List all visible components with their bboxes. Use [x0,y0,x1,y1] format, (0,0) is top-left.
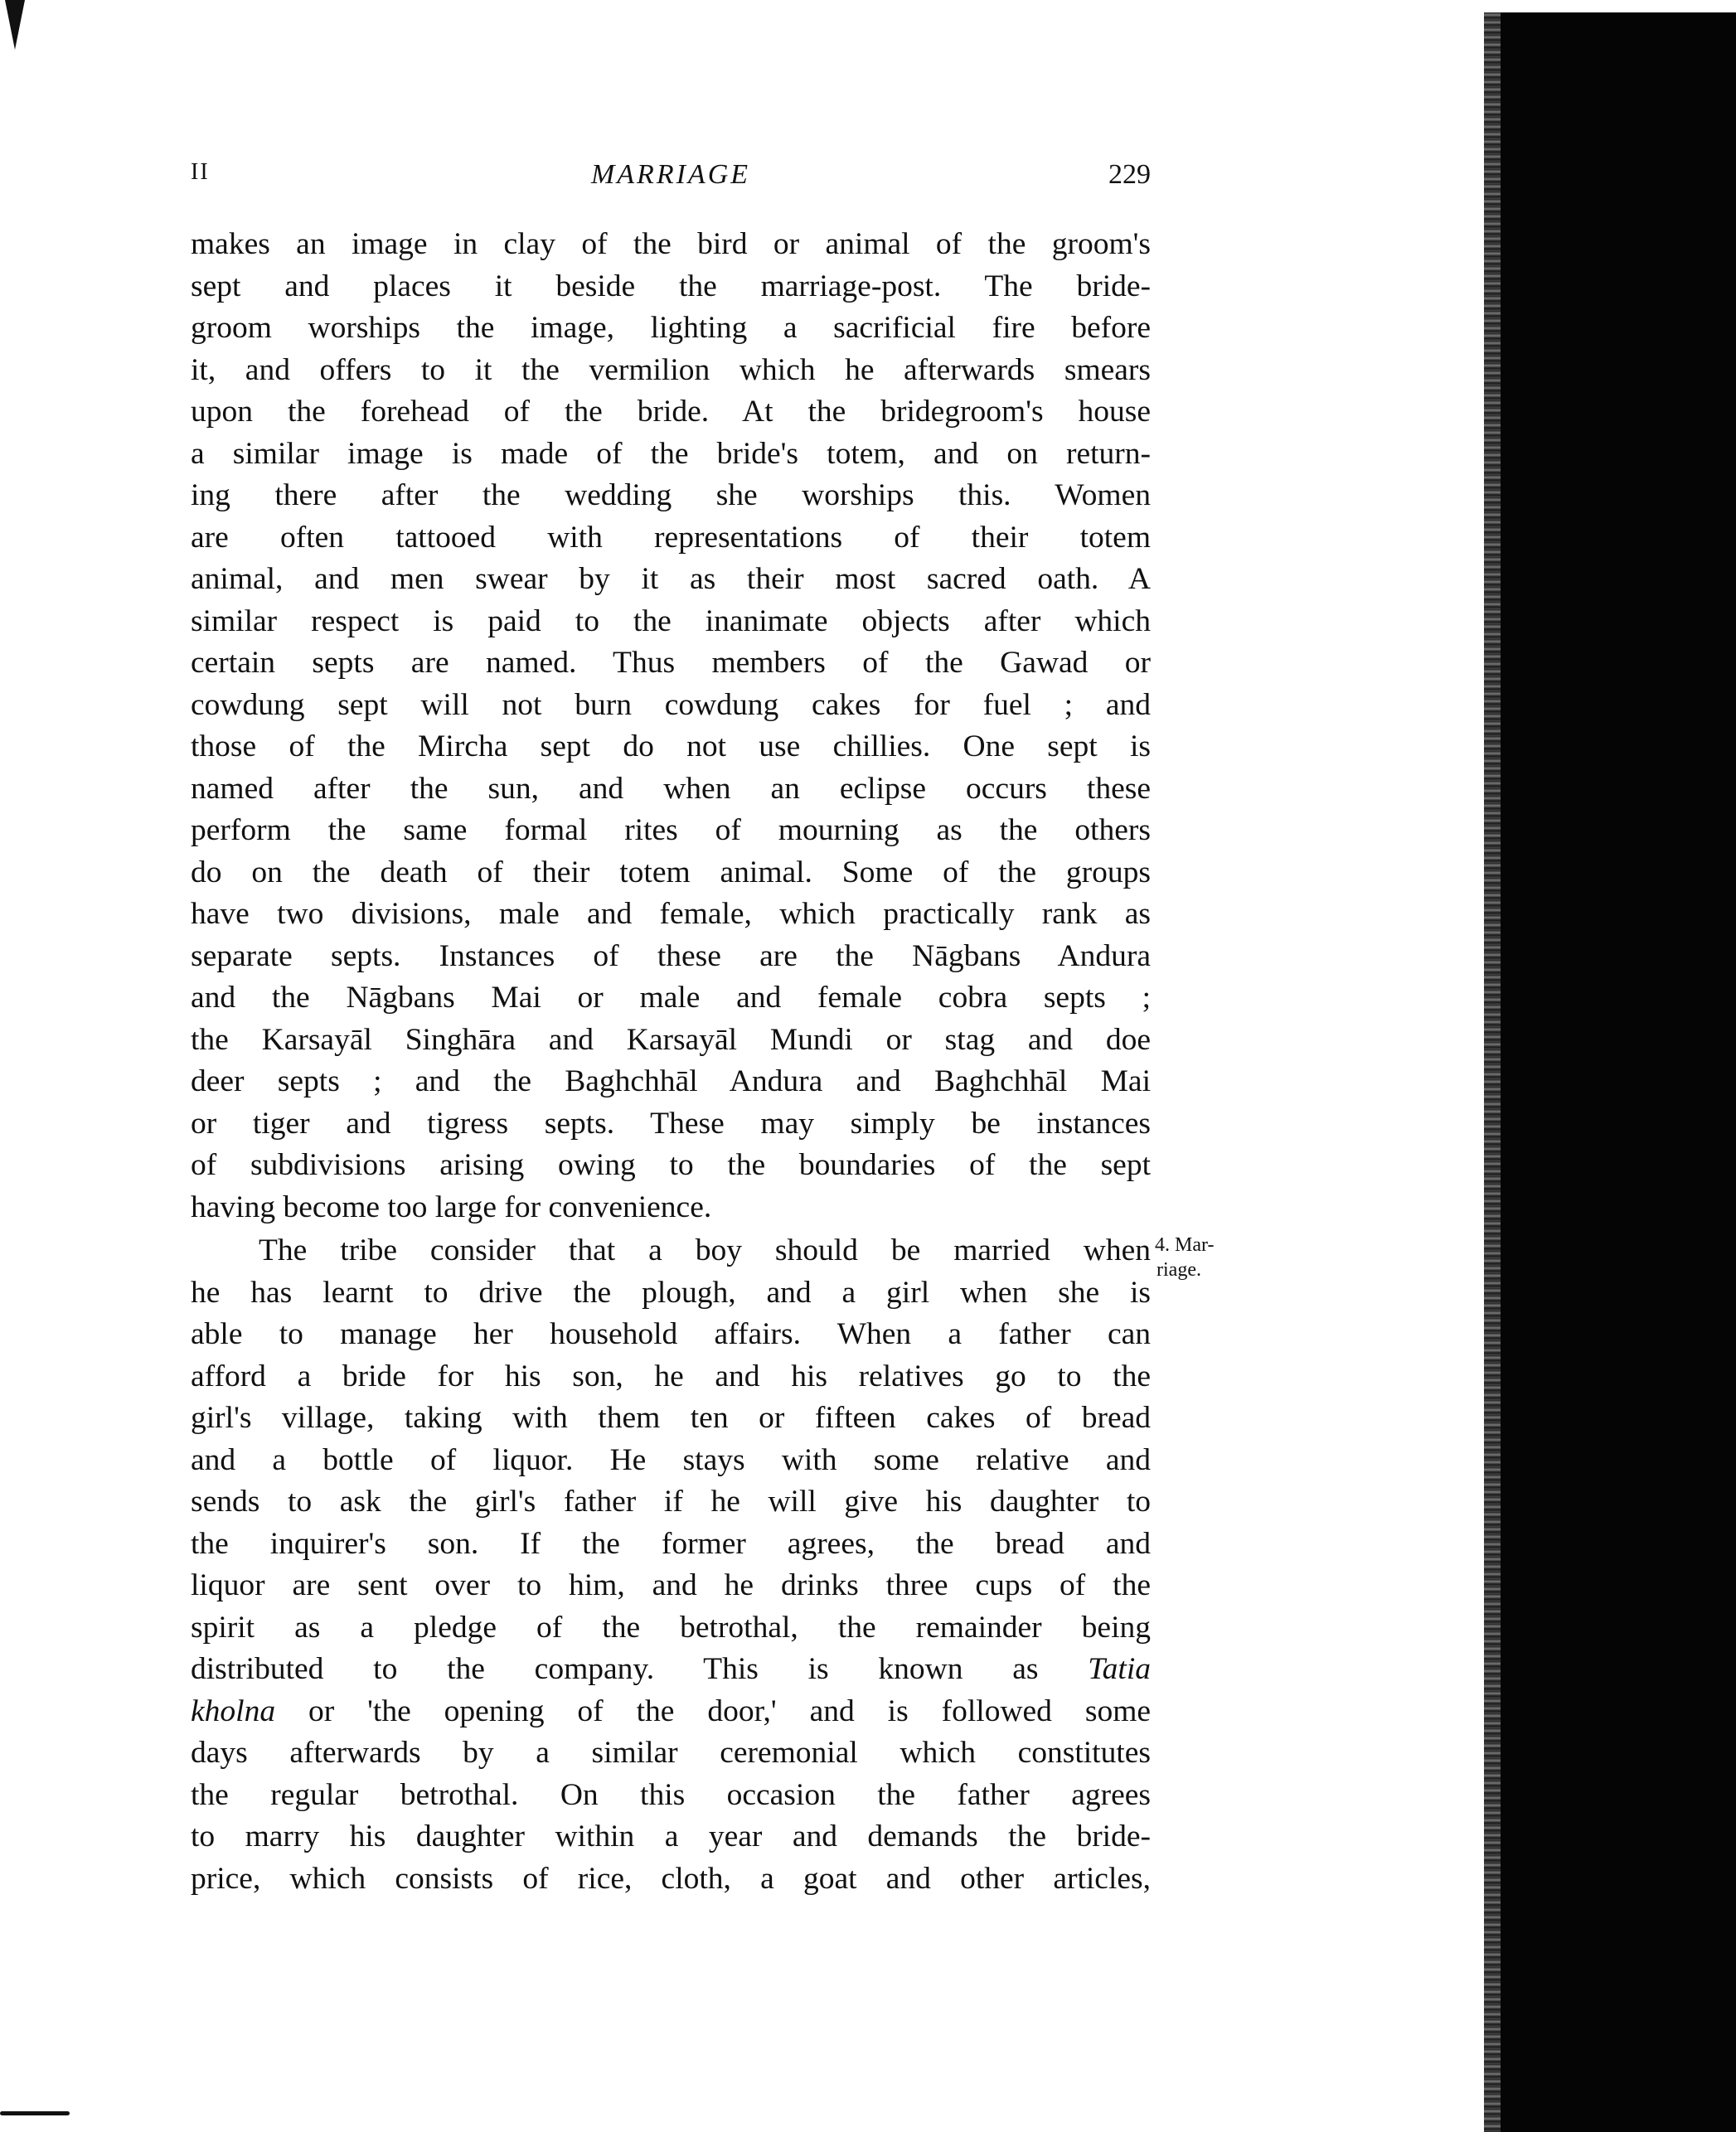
text-line: have two divisions, male and female, which practically rank as [191,897,1151,931]
scan-bottom-mark [0,2111,70,2115]
italic-term: Tatia [1088,1652,1151,1686]
text-line: cowdung sept will not burn cowdung cakes for fuel ; and [191,687,1151,722]
text-line: a similar image is made of the bride's totem, and on return- [191,436,1151,471]
text-line: and a bottle of liquor. He stays with some relative and [191,1442,1151,1477]
text-line: able to manage her household affairs. When a father can [191,1317,1151,1351]
text-line: do on the death of their totem animal. Some of the groups [191,855,1151,889]
text-line: the Karsayāl Singhāra and Karsayāl Mundi or stag and doe [191,1022,1151,1057]
text-line: are often tattooed with representations of their totem [191,520,1151,555]
text-line: upon the forehead of the bride. At the bridegroom's house [191,395,1151,429]
text-line: certain septs are named. Thus members of the Gawad or [191,646,1151,680]
marginal-note-line: riage. [1157,1259,1201,1281]
text-line: having become too large for convenience. [191,1190,712,1224]
text-line: those of the Mircha sept do not use chillies. One sept is [191,729,1151,763]
text-line: the regular betrothal. On this occasion the father agrees [191,1777,1151,1812]
text-line: and the Nāgbans Mai or male and female cobra septs ; [191,981,1151,1015]
scan-corner-mark [5,0,25,50]
italic-term: kholna [191,1693,276,1728]
text-line: price, which consists of rice, cloth, a goat and other articles, [191,1861,1151,1896]
text-line: makes an image in clay of the bird or animal of the groom's [191,227,1151,261]
text-line: of subdivisions arising owing to the boundaries of the sept [191,1148,1151,1182]
text-line: liquor are sent over to him, and he drinks three cups of the [191,1568,1151,1602]
text-line: or tiger and tigress septs. These may simply be instances [191,1106,1151,1141]
text-line: girl's village, taking with them ten or fifteen cakes of bread [191,1401,1151,1435]
text-line: he has learnt to drive the plough, and a girl when she is [191,1275,1151,1310]
text-line-tatia [191,1649,1151,1691]
page-number: 229 [1108,159,1151,190]
volume-number: II [191,159,210,185]
text-line: similar respect is paid to the inanimate objects after which [191,603,1151,638]
text-line: to marry his daughter within a year and demands the bride- [191,1819,1151,1853]
text-line: groom worships the image, lighting a sacrificial fire before [191,311,1151,345]
book-spine-shadow [1501,12,1736,2132]
text-line: separate septs. Instances of these are the Nāgbans Andura [191,938,1151,973]
text-line: ing there after the wedding she worships this. Women [191,478,1151,512]
text-line: named after the sun, and when an eclipse occurs these [191,771,1151,806]
text-segment: distributed to the company. This is known as [191,1652,1039,1686]
text-line: deer septs ; and the Baghchhāl Andura and Baghchhāl Mai [191,1064,1151,1098]
text-line: sends to ask the girl's father if he will give his daughter to [191,1485,1151,1519]
text-line: perform the same formal rites of mourning as the others [191,813,1151,847]
running-header [191,159,1151,201]
text-line-kholna [191,1691,1151,1733]
chapter-title: MARRIAGE [590,159,751,190]
text-line: afford a bride for his son, he and his relatives go to the [191,1359,1151,1393]
marginal-note-line: 4. Mar- [1155,1234,1215,1256]
text-line: days afterwards by a similar ceremonial which constitutes [191,1736,1151,1770]
text-line: sept and places it beside the marriage-post. The bride- [191,269,1151,303]
paragraph-first-line: The tribe consider that a boy should be married when [259,1233,1151,1267]
text-line: it, and offers to it the vermilion which he afterwards smears [191,352,1151,387]
text-line: the inquirer's son. If the former agrees, the bread and [191,1526,1151,1561]
marginal-note [1155,1233,1215,1282]
text-line: spirit as a pledge of the betrothal, the remainder being [191,1610,1151,1645]
body-text [191,224,1151,1900]
text-line: animal, and men swear by it as their most sacred oath. A [191,562,1151,596]
text-segment: or 'the opening of the door,' and is followed some [308,1693,1152,1728]
